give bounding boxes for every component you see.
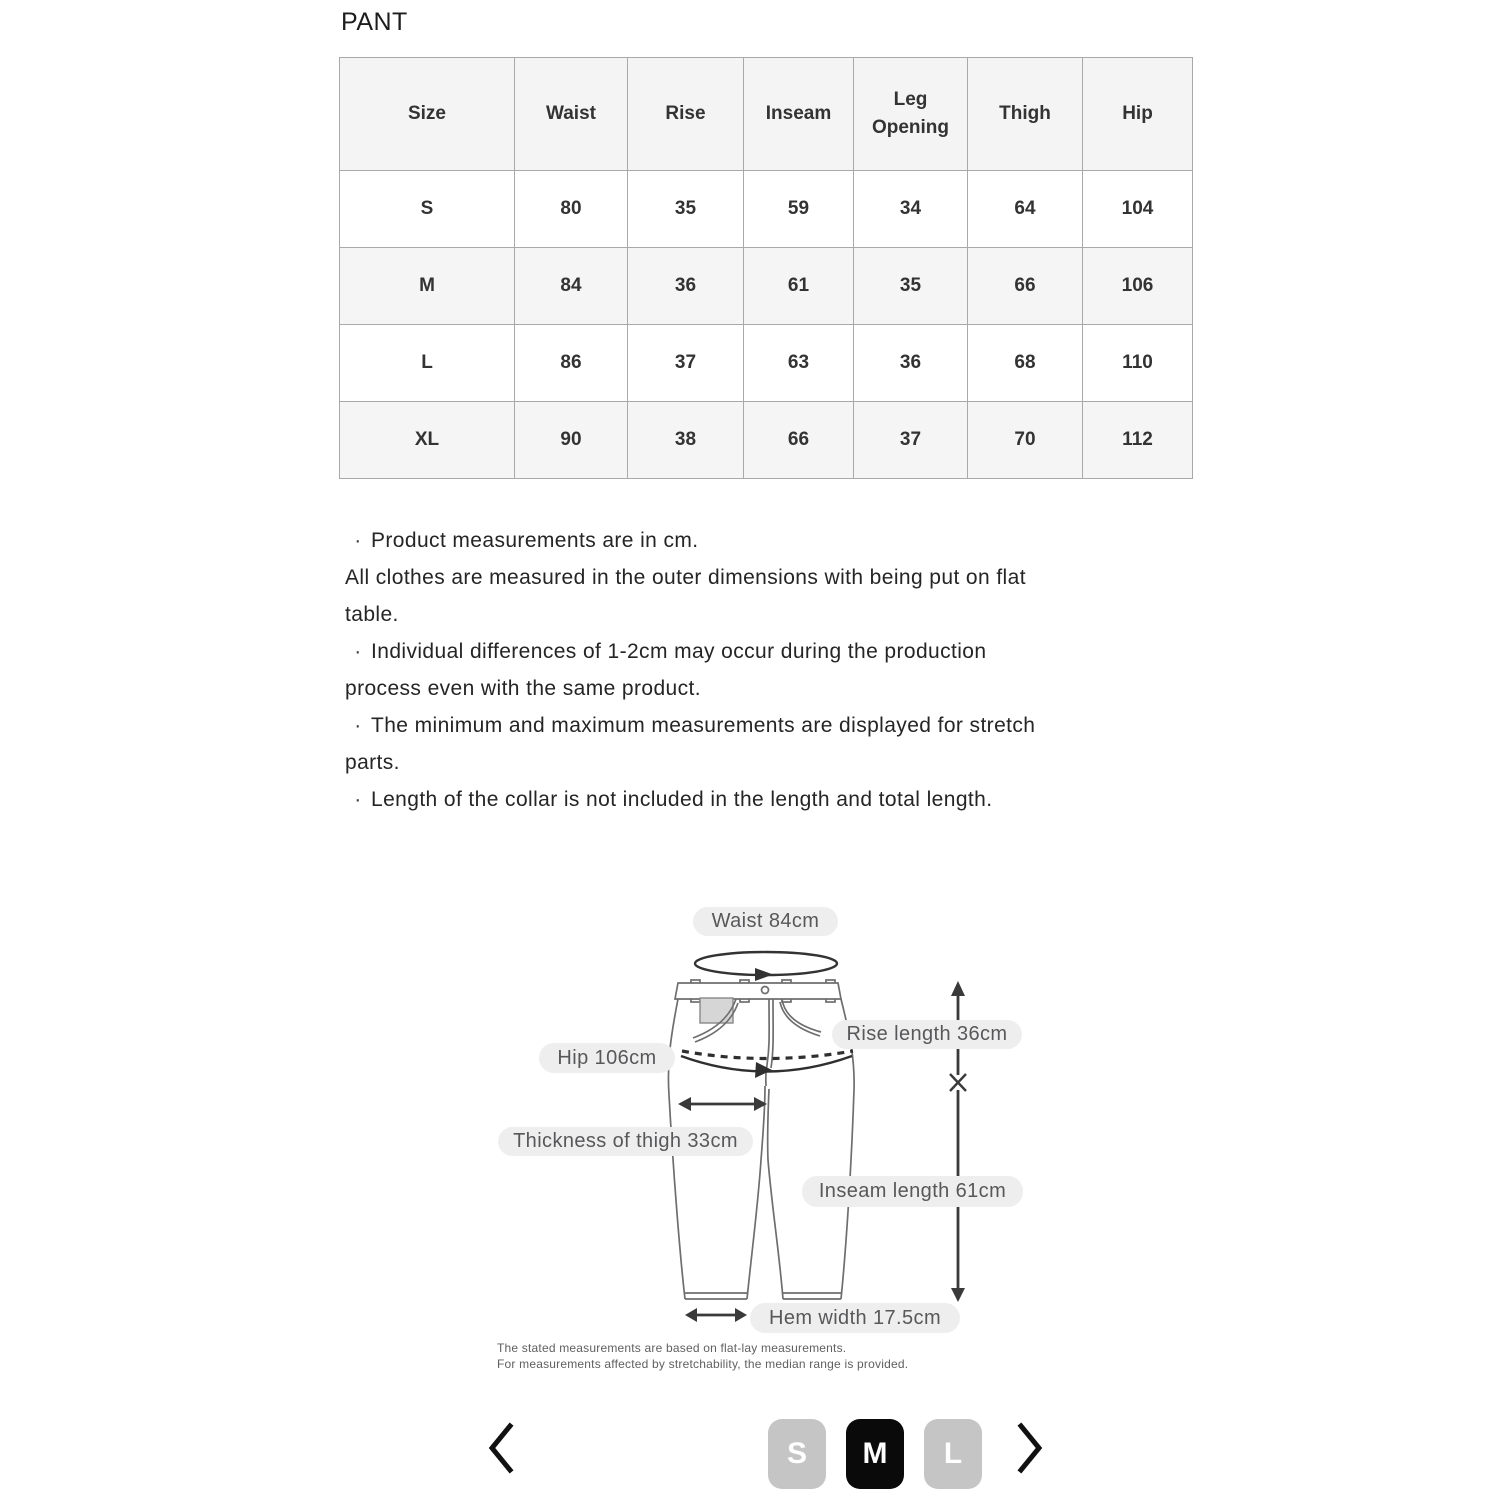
value-cell: 37 xyxy=(628,325,744,402)
size-cell: M xyxy=(340,248,515,325)
size-cell: XL xyxy=(340,402,515,479)
value-cell: 61 xyxy=(744,248,854,325)
waist-measure-label: Waist 84cm xyxy=(693,907,838,936)
table-row xyxy=(340,171,1193,248)
table-row xyxy=(340,402,1193,479)
value-cell: 66 xyxy=(968,248,1083,325)
size-cell: S xyxy=(340,171,515,248)
thigh-width-arrow xyxy=(678,1097,767,1111)
value-cell: 34 xyxy=(854,171,968,248)
note-text: Product measurements are in cm. xyxy=(371,529,699,552)
rise-measure-label: Rise length 36cm xyxy=(832,1020,1022,1049)
value-cell: 37 xyxy=(854,402,968,479)
size-button-s[interactable]: S xyxy=(768,1419,826,1489)
note-line xyxy=(345,633,1195,670)
note-text: The minimum and maximum measurements are displayed for stretch xyxy=(371,714,1036,737)
col-header-rise: Rise xyxy=(628,58,744,171)
col-header-leg-opening: Leg Opening xyxy=(854,58,968,171)
note-line xyxy=(345,522,1195,559)
value-cell: 38 xyxy=(628,402,744,479)
note-line xyxy=(345,781,1195,818)
page-title: PANT xyxy=(341,8,408,36)
size-table xyxy=(339,57,1193,479)
bullet-dot: · xyxy=(354,529,362,552)
value-cell: 63 xyxy=(744,325,854,402)
value-cell: 112 xyxy=(1083,402,1193,479)
bullet-dot: · xyxy=(354,640,362,663)
value-cell: 80 xyxy=(515,171,628,248)
table-row xyxy=(340,248,1193,325)
next-arrow-button[interactable] xyxy=(1012,1420,1048,1476)
waist-girth-arrow xyxy=(695,952,837,981)
note-line xyxy=(345,707,1195,744)
size-button-m[interactable]: M xyxy=(846,1419,904,1489)
hip-measure-label: Hip 106cm xyxy=(539,1043,675,1073)
note-line xyxy=(345,596,1195,633)
value-cell: 59 xyxy=(744,171,854,248)
value-cell: 70 xyxy=(968,402,1083,479)
footnote-line: The stated measurements are based on flat-lay measurements. xyxy=(497,1341,847,1355)
note-text: Length of the collar is not included in the length and total length. xyxy=(371,788,993,811)
value-cell: 35 xyxy=(854,248,968,325)
col-header-hip: Hip xyxy=(1083,58,1193,171)
chevron-left-icon xyxy=(486,1420,516,1476)
note-text: All clothes are measured in the outer dimensions with being put on flat xyxy=(345,566,1026,589)
note-text: Individual differences of 1-2cm may occur during the production xyxy=(371,640,987,663)
pants-measurement-diagram xyxy=(460,890,1040,1380)
value-cell: 35 xyxy=(628,171,744,248)
measurement-notes xyxy=(345,522,1195,818)
table-row xyxy=(340,325,1193,402)
prev-arrow-button[interactable] xyxy=(483,1420,519,1476)
diagram-footnote xyxy=(497,1340,908,1372)
bullet-dot: · xyxy=(354,714,362,737)
note-text: table. xyxy=(345,603,399,626)
note-line xyxy=(345,559,1195,596)
size-cell: L xyxy=(340,325,515,402)
bullet-dot: · xyxy=(354,788,362,811)
col-header-thigh: Thigh xyxy=(968,58,1083,171)
col-header-waist: Waist xyxy=(515,58,628,171)
note-text: parts. xyxy=(345,751,400,774)
note-text: process even with the same product. xyxy=(345,677,702,700)
value-cell: 68 xyxy=(968,325,1083,402)
chevron-right-icon xyxy=(1015,1420,1045,1476)
value-cell: 106 xyxy=(1083,248,1193,325)
note-line xyxy=(345,744,1195,781)
size-button-l[interactable]: L xyxy=(924,1419,982,1489)
value-cell: 36 xyxy=(628,248,744,325)
value-cell: 66 xyxy=(744,402,854,479)
col-header-inseam: Inseam xyxy=(744,58,854,171)
value-cell: 84 xyxy=(515,248,628,325)
col-header-size: Size xyxy=(340,58,515,171)
hem-width-arrow xyxy=(685,1308,747,1322)
value-cell: 110 xyxy=(1083,325,1193,402)
footnote-line: For measurements affected by stretchability, the median range is provided. xyxy=(497,1357,909,1371)
value-cell: 86 xyxy=(515,325,628,402)
value-cell: 64 xyxy=(968,171,1083,248)
value-cell: 104 xyxy=(1083,171,1193,248)
value-cell: 90 xyxy=(515,402,628,479)
hem-measure-label: Hem width 17.5cm xyxy=(750,1303,960,1333)
table-header-row xyxy=(340,58,1193,171)
thigh-measure-label: Thickness of thigh 33cm xyxy=(498,1127,753,1156)
value-cell: 36 xyxy=(854,325,968,402)
note-line xyxy=(345,670,1195,707)
inseam-measure-label: Inseam length 61cm xyxy=(802,1176,1023,1207)
